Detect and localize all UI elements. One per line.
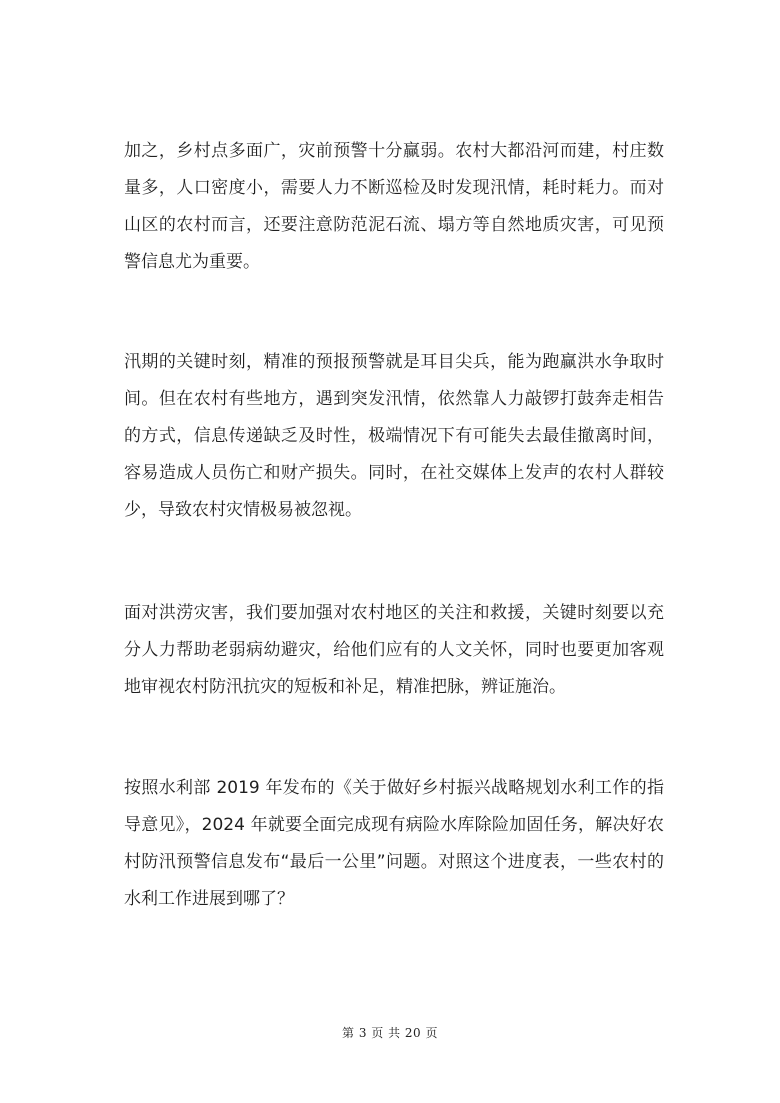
page-number-footer: 第 3 页 共 20 页 bbox=[342, 1026, 438, 1040]
paragraph-1: 加之，乡村点多面广，灾前预警十分赢弱。农村大都沿河而建，村庄数量多，人口密度小，需要人力不断巡检及时发现汛情，耗时耗力。而对山区的农村而言，还要注意防范泥石流、塌方等自然地质灾害，可见预警信息尤为重要。 bbox=[124, 141, 664, 272]
paragraph-spacer bbox=[124, 281, 664, 344]
paragraph-4: 按照水利部 2019 年发布的《关于做好乡村振兴战略规划水利工作的指导意见》，2024 年就要全面完成现有病险水库除险加固任务，解决好农村防汛预警信息发布“最后一公里”问题。对照这个进度表，一些农村的水利工作进展到哪了？ bbox=[124, 778, 664, 909]
paragraph-spacer bbox=[124, 706, 664, 770]
paragraph-3: 面对洪涝灾害，我们要加强对农村地区的关注和救援，关键时刻要以充分人力帮助老弱病幼避灾，给他们应有的人文关怀，同时也要更加客观地审视农村防汛抗灾的短板和补足，精准把脉，辨证施治。 bbox=[124, 603, 664, 697]
paragraph-2: 汛期的关键时刻，精准的预报预警就是耳目尖兵，能为跑赢洪水争取时间。但在农村有些地方，遇到突发汛情，依然靠人力敲锣打鼓奔走相告的方式，信息传递缺乏及时性，极端情况下有可能失去最佳撤离时间，容易造成人员伤亡和财产损失。同时，在社交媒体上发声的农村人群较少，导致农村灾情极易被忽视。 bbox=[124, 352, 664, 520]
document-body bbox=[124, 133, 664, 918]
paragraph-spacer bbox=[124, 529, 664, 595]
